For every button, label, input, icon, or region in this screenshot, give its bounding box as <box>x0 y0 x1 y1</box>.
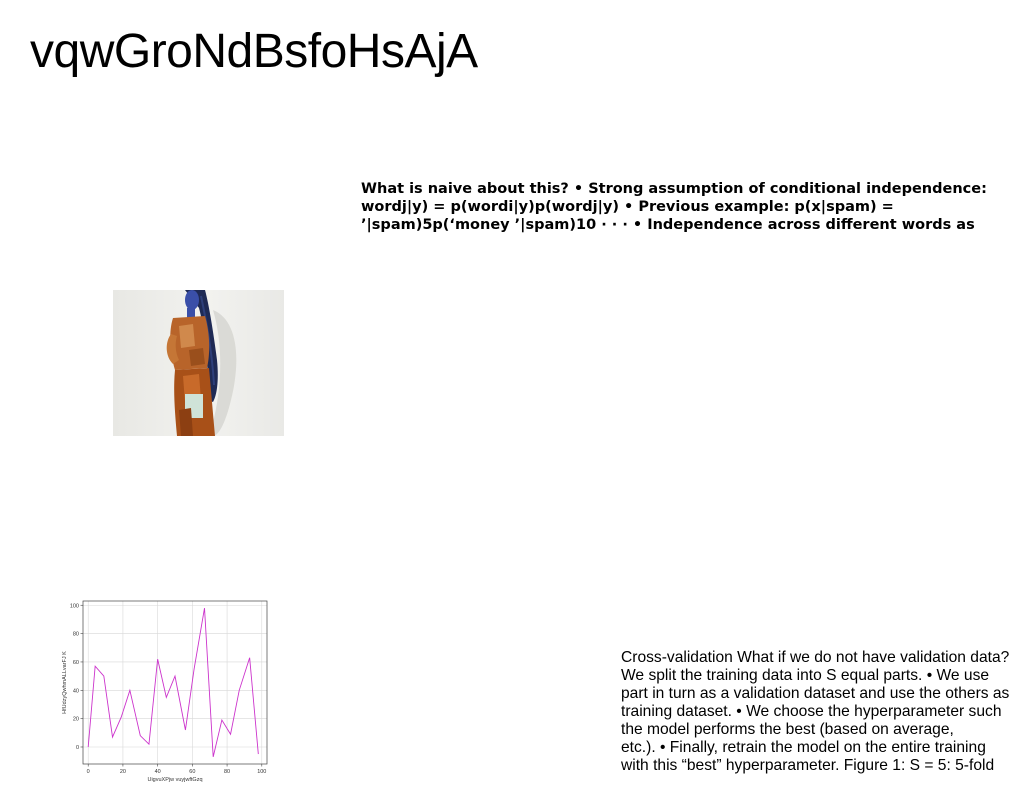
photo-illustration <box>113 290 284 436</box>
chart-canvas <box>58 597 272 787</box>
x-axis-label: UigvuXPjw vuyjwftGzq <box>147 777 203 783</box>
text-line: the model performs the best (based on average, <box>621 721 954 738</box>
y-tick-label: 0 <box>75 744 79 751</box>
text-line: wordj|y) = p(wordi|y)p(wordj|y) • Previous example: p(x|spam) = <box>361 199 894 215</box>
plot-area <box>83 601 267 764</box>
text-line: with this “best” hyperparameter. Figure 1: S = 5: 5-fold <box>621 757 995 774</box>
y-tick-label: 100 <box>69 603 79 610</box>
text-line: Cross-validation What if we do not have validation data? <box>621 649 1010 666</box>
x-tick-label: 80 <box>224 769 231 775</box>
naive-bayes-paragraph <box>361 180 991 234</box>
x-tick-label: 60 <box>189 769 196 775</box>
x-tick-label: 100 <box>257 769 267 775</box>
text-line: etc.). • Finally, retrain the model on the entire training <box>621 739 986 756</box>
text-line: What is naive about this? • Strong assumption of conditional independence: <box>361 181 987 197</box>
x-tick-label: 40 <box>154 769 161 775</box>
y-tick-label: 80 <box>72 631 79 638</box>
x-tick-label: 0 <box>86 769 90 775</box>
x-tick-label: 20 <box>119 769 126 775</box>
y-tick-label: 60 <box>72 659 79 666</box>
text-line: We split the training data into S equal parts. • We use <box>621 667 990 684</box>
text-line: ’|spam)5p(‘money ’|spam)10 · · · • Independence across different words as <box>361 217 975 233</box>
line-chart <box>58 597 272 787</box>
text-line: training dataset. • We choose the hyperparameter such <box>621 703 1002 720</box>
fashion-photo <box>113 290 284 436</box>
y-tick-label: 40 <box>72 688 79 695</box>
y-axis-label: HfUdzyQwhmALLvarFJ K <box>62 651 68 714</box>
text-line: part in turn as a validation dataset and use the others as <box>621 685 1010 702</box>
cross-validation-paragraph <box>621 649 1021 775</box>
y-tick-label: 20 <box>72 716 79 723</box>
page-title: vqwGroNdBsfoHsAjA <box>30 25 478 78</box>
